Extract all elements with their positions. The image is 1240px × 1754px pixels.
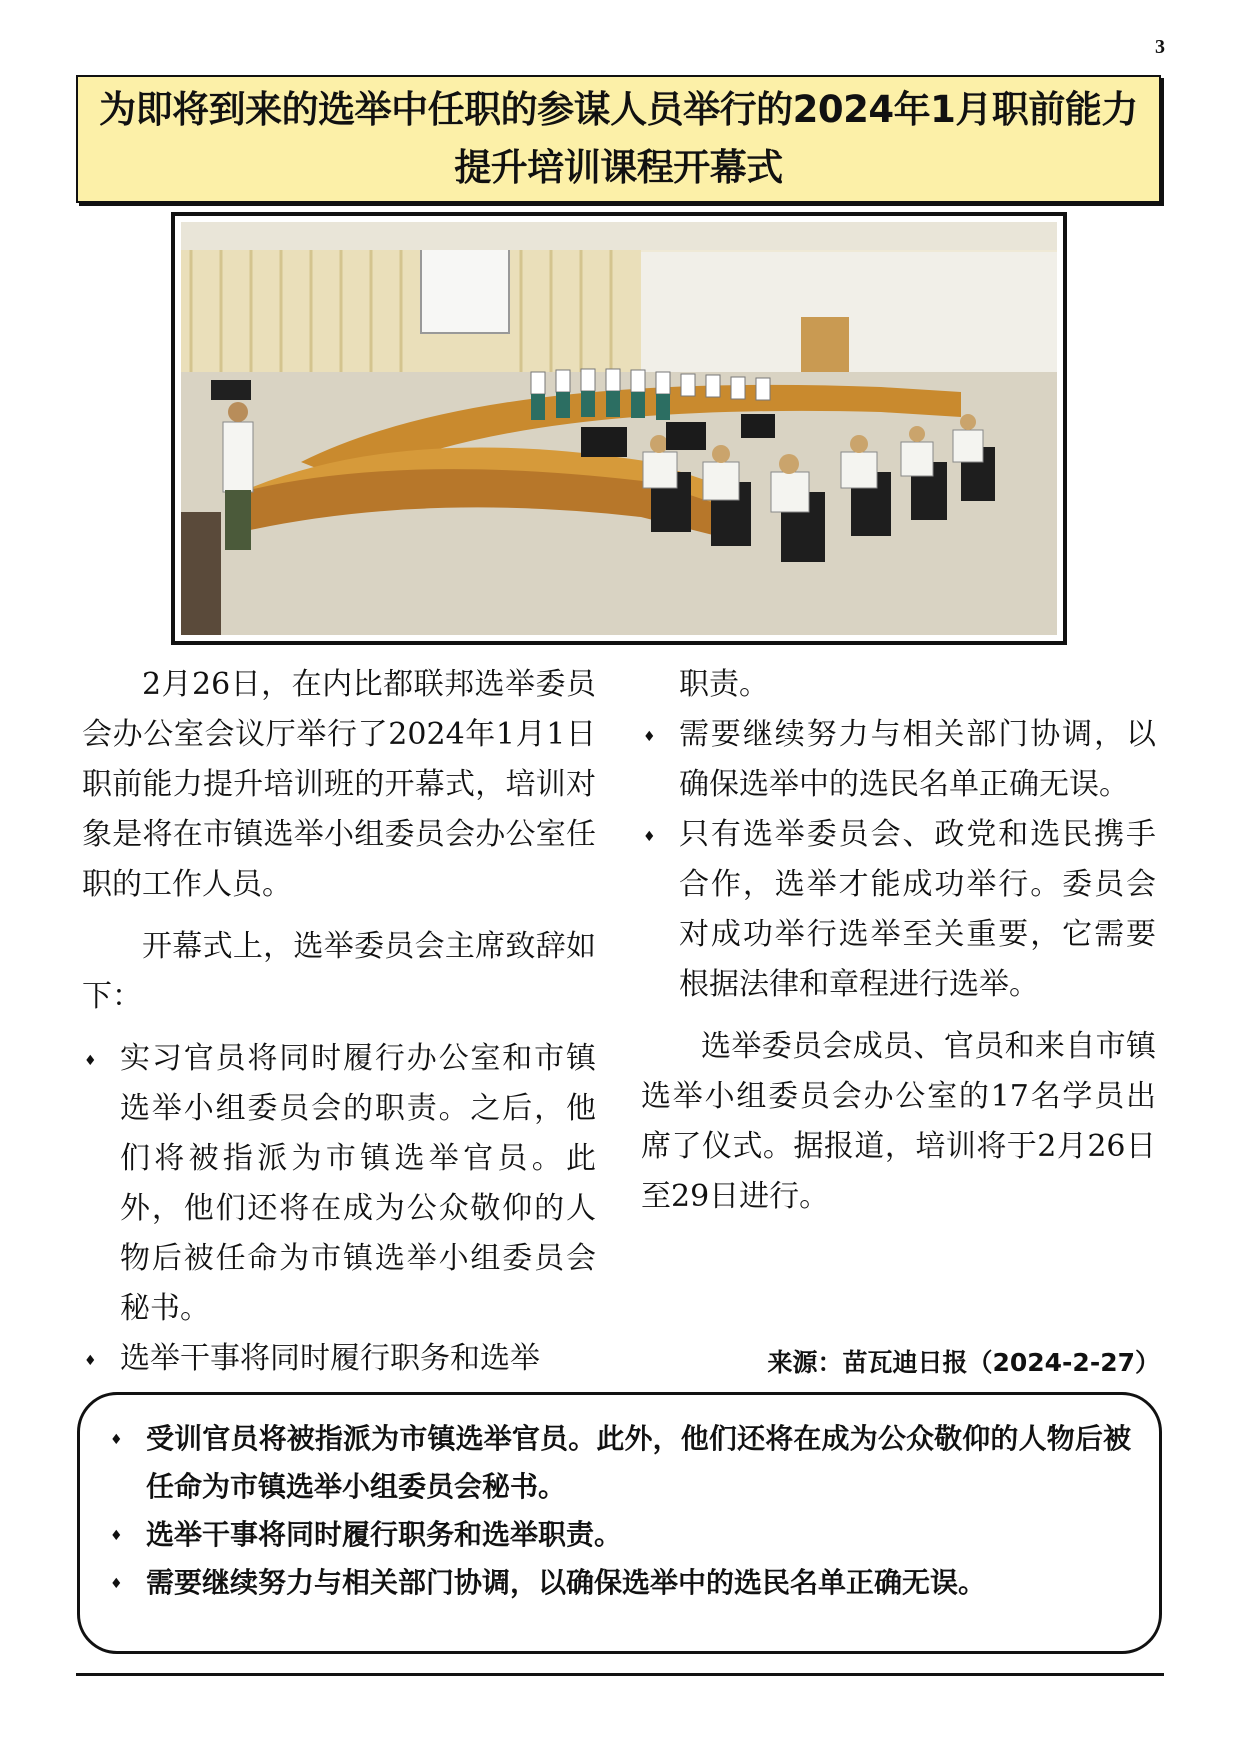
list-item (108, 1559, 1131, 1607)
page-number: 3 (1155, 36, 1165, 58)
list-item-text: 需要继续努力与相关部门协调，以确保选举中的选民名单正确无误。 (146, 1566, 987, 1599)
list-item-text: 受训官员将被指派为市镇选举官员。此外，他们还将在成为公众敬仰的人物后被任命为市镇选举小组委员会秘书。 (146, 1422, 1131, 1503)
list-item-text: 职责。 (679, 667, 769, 702)
headline-box (76, 75, 1161, 203)
list-item-text: 需要继续努力与相关部门协调，以确保选举中的选民名单正确无误。 (679, 717, 1156, 802)
news-photo (171, 212, 1067, 645)
diamond-bullet-icon: ♦ (110, 1576, 123, 1592)
diamond-bullet-icon: ♦ (110, 1528, 123, 1544)
paragraph-attendance: 选举委员会成员、官员和来自市镇选举小组委员会办公室的17名学员出席了仪式。据报道，培训将于2月26日至29日进行。 (641, 1029, 1156, 1214)
list-item (82, 1334, 596, 1384)
source-credit: 来源：苗瓦迪日报（2024-2-27） (767, 1348, 1160, 1377)
page-title: 为即将到来的选举中任职的参谋人员举行的2024年1月职前能力提升培训课程开幕式 (99, 88, 1138, 189)
article-column-right (641, 660, 1156, 1222)
speech-bullet-list (82, 1034, 596, 1384)
list-item-text: 选举干事将同时履行职务和选举 (120, 1341, 540, 1376)
list-item-text: 选举干事将同时履行职务和选举职责。 (146, 1518, 623, 1551)
list-item (641, 710, 1156, 810)
diamond-bullet-icon: ♦ (643, 829, 656, 845)
list-item-text: 只有选举委员会、政党和选民携手合作，选举才能成功举行。委员会对成功举行选举至关重要，它需要根据法律和章程进行选举。 (679, 817, 1156, 1002)
diamond-bullet-icon: ♦ (110, 1432, 123, 1448)
list-item-continuation (641, 660, 1156, 710)
meeting-room-photo-icon (181, 222, 1057, 635)
diamond-bullet-icon: ♦ (84, 1353, 97, 1369)
list-item (108, 1511, 1131, 1559)
speech-bullet-list-continued (641, 660, 1156, 1010)
summary-list (108, 1415, 1131, 1607)
paragraph-intro: 2月26日，在内比都联邦选举委员会办公室会议厅举行了2024年1月1日职前能力提升培训班的开幕式，培训对象是将在市镇选举小组委员会办公室任职的工作人员。 (82, 667, 596, 902)
list-item-text: 实习官员将同时履行办公室和市镇选举小组委员会的职责。之后，他们将被指派为市镇选举官员。此外，他们还将在成为公众敬仰的人物后被任命为市镇选举小组委员会秘书。 (120, 1041, 596, 1326)
summary-box (77, 1392, 1162, 1654)
paragraph-speech-lead: 开幕式上，选举委员会主席致辞如下： (82, 929, 596, 1014)
diamond-bullet-icon: ♦ (84, 1053, 97, 1069)
list-item (82, 1034, 596, 1334)
list-item (108, 1415, 1131, 1511)
bottom-divider (76, 1673, 1164, 1676)
list-item (641, 810, 1156, 1010)
diamond-bullet-icon: ♦ (643, 729, 656, 745)
article-column-left (82, 660, 596, 1384)
